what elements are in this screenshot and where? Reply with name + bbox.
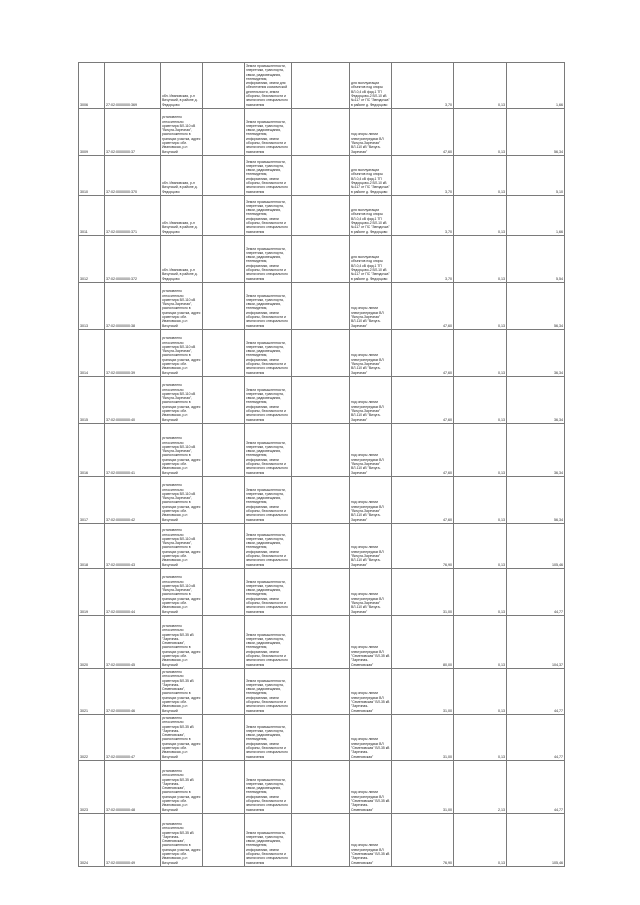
cost-value: 0,13: [454, 195, 507, 235]
rate-value: 36,34: [507, 423, 565, 476]
blank-cell: [292, 108, 350, 155]
permitted-use: под опоры линии электропередачи ВЛ "Вичуга-Заречная" ВЛ-110 кВ "Вичуга-Заречная": [350, 423, 392, 476]
area-value: 47,60: [392, 108, 454, 155]
location-text: установлено относительно ориентира ВЛ-35 кВ "Заречная-Семеновская", расположенного в границах участка, адрес ориентира: обл. Ивановская, р-н Вичугский: [161, 813, 203, 866]
blank-cell: [203, 376, 245, 423]
area-value: 31,00: [392, 760, 454, 813]
location-text: установлено относительно ориентира ВЛ-110 кВ "Вичуга-Заречная", расположенного в границах участка, адрес ориентира: обл. Ивановская, р-н Вичугский: [161, 568, 203, 615]
blank-cell: [292, 423, 350, 476]
table-row: [79, 155, 565, 195]
row-number: 3019: [79, 568, 105, 615]
cost-value: 0,13: [454, 282, 507, 329]
blank-cell: [203, 282, 245, 329]
row-number: 3013: [79, 282, 105, 329]
table-row: [79, 476, 565, 523]
blank-cell: [203, 63, 245, 109]
rate-value: 44,77: [507, 668, 565, 714]
location-text: установлено относительно ориентира ВЛ-110 кВ "Вичуга-Заречная", расположенного в границах участка, адрес ориентира: обл. Ивановская, р-н Вичугский: [161, 476, 203, 523]
cadastral-number: 37:02:0000000:48: [105, 760, 161, 813]
permitted-use: для эксплуатации объектов под опоры ВЛ-0,4 кВ фид.1 ТП Федорцово-2 ВЛ-10 кВ №117 от ПС "Звездочка" в районе д. Федорцово: [350, 235, 392, 282]
blank-cell: [203, 155, 245, 195]
blank-cell: [203, 568, 245, 615]
rate-value: 105,46: [507, 813, 565, 866]
cost-value: 0,13: [454, 108, 507, 155]
permitted-use: под опоры линии электропередачи ВЛ "Вичуга-Заречная" ВЛ-110 кВ "Вичуга-Заречная": [350, 376, 392, 423]
area-value: 47,60: [392, 376, 454, 423]
land-category: Земли промышленности, энергетики, транспорта, связи, радиовещания, телевидения, информатики, земли обороны, безопасности и земли иного специального назначения: [245, 155, 292, 195]
cadastral-number: 27:02:0000000:369: [105, 63, 161, 109]
table-row: [79, 423, 565, 476]
land-category: Земли промышленности, энергетики, транспорта, связи, радиовещания, телевидения, информатики, земли обороны, безопасности и земли иного специального назначения: [245, 568, 292, 615]
rate-value: 104,37: [507, 615, 565, 668]
table-row: [79, 568, 565, 615]
blank-cell: [203, 329, 245, 376]
table-row: [79, 615, 565, 668]
location-text: установлено относительно ориентира ВЛ-110 кВ "Вичуга-Заречная", расположенного в границах участка, адрес ориентира: обл. Ивановская, р-н Вичугский: [161, 523, 203, 568]
cost-value: 0,13: [454, 476, 507, 523]
area-value: 3,70: [392, 235, 454, 282]
blank-cell: [292, 376, 350, 423]
rate-value: 36,34: [507, 329, 565, 376]
cost-value: 0,13: [454, 376, 507, 423]
document-page: [78, 62, 564, 867]
permitted-use: для эксплуатации объектов под опоры ВЛ-0,4 кВ фид.1 ТП Федорцово-2 ВЛ-10 кВ №117 от ПС "Звездочка" в районе д. Федорцово: [350, 155, 392, 195]
cadastral-number: 37:02:0000000:37: [105, 108, 161, 155]
blank-cell: [203, 423, 245, 476]
area-value: 47,60: [392, 329, 454, 376]
area-value: 31,00: [392, 668, 454, 714]
cost-value: 0,13: [454, 235, 507, 282]
blank-cell: [203, 523, 245, 568]
table-row: [79, 760, 565, 813]
permitted-use: под опоры линии электропередачи ВЛ "Вичуга-Заречная" ВЛ-110 кВ "Вичуга-Заречная": [350, 568, 392, 615]
blank-cell: [203, 668, 245, 714]
cadastral-number: 37:02:0000000:41: [105, 423, 161, 476]
rate-value: 44,77: [507, 714, 565, 760]
area-value: 80,00: [392, 615, 454, 668]
rate-value: 5,54: [507, 235, 565, 282]
area-value: 3,70: [392, 63, 454, 109]
cadastral-number: 37:02:0000000:49: [105, 813, 161, 866]
table-row: [79, 668, 565, 714]
cadastral-number: 37:02:0000000:38: [105, 282, 161, 329]
blank-cell: [292, 523, 350, 568]
row-number: 3017: [79, 476, 105, 523]
row-number: 3010: [79, 155, 105, 195]
permitted-use: под опоры линии электропередачи ВЛ "Семеновская" ВЛ-35 кВ "Заречная-Семеновская": [350, 813, 392, 866]
cost-value: 0,13: [454, 615, 507, 668]
location-text: обл. Ивановская, р-н Вичугский, в районе д. Федорцово: [161, 63, 203, 109]
area-value: 3,70: [392, 155, 454, 195]
table-row: [79, 63, 565, 109]
land-category: Земли промышленности, энергетики, транспорта, связи, радиовещания, телевидения, информатики, земли для обеспечения космической деятельности, земли обороны, безопасности и земли иного специального назначения: [245, 63, 292, 109]
area-value: 47,60: [392, 282, 454, 329]
cadastral-number: 37:02:0000000:45: [105, 615, 161, 668]
area-value: 3,70: [392, 195, 454, 235]
blank-cell: [292, 195, 350, 235]
cadastral-number: 37:02:0000000:44: [105, 568, 161, 615]
row-number: 3024: [79, 813, 105, 866]
land-category: Земли промышленности, энергетики, транспорта, связи, радиовещания, телевидения, информатики, земли обороны, безопасности и земли иного специального назначения: [245, 668, 292, 714]
row-number: 3015: [79, 376, 105, 423]
row-number: 3020: [79, 615, 105, 668]
location-text: установлено относительно ориентира ВЛ-35 кВ "Заречная-Семеновская", расположенного в границах участка, адрес ориентира: обл. Ивановская, р-н Вичугский: [161, 615, 203, 668]
permitted-use: под опоры линии электропередачи ВЛ "Семеновская" ВЛ-35 кВ "Заречная-Семеновская": [350, 615, 392, 668]
location-text: установлено относительно ориентира ВЛ-110 кВ "Вичуга-Заречная", расположенного в границах участка, адрес ориентира: обл. Ивановская, р-н Вичугский: [161, 376, 203, 423]
land-category: Земли промышленности, энергетики, транспорта, связи, радиовещания, телевидения, информатики, земли обороны, безопасности и земли иного специального назначения: [245, 476, 292, 523]
land-category: Земли промышленности, энергетики, транспорта, связи, радиовещания, телевидения, информатики, земли обороны, безопасности и земли иного специального назначения: [245, 235, 292, 282]
location-text: обл. Ивановская, р-н Вичугский, в районе д. Федорцово: [161, 195, 203, 235]
row-number: 3012: [79, 235, 105, 282]
row-number: 3023: [79, 760, 105, 813]
blank-cell: [292, 668, 350, 714]
blank-cell: [203, 615, 245, 668]
row-number: 3009: [79, 108, 105, 155]
permitted-use: под опоры линии электропередачи ВЛ "Семеновская" ВЛ-35 кВ "Заречная-Семеновская": [350, 714, 392, 760]
land-category: Земли промышленности, энергетики, транспорта, связи, радиовещания, телевидения, информатики, земли обороны, безопасности и земли иного специального назначения: [245, 615, 292, 668]
blank-cell: [203, 235, 245, 282]
blank-cell: [292, 476, 350, 523]
cadastral-number: 37:02:0000000:42: [105, 476, 161, 523]
cadastral-number: 37:02:0000000:47: [105, 714, 161, 760]
rate-value: 5,10: [507, 155, 565, 195]
rate-value: 44,77: [507, 568, 565, 615]
permitted-use: под опоры линии электропередачи ВЛ "Семеновская" ВЛ-35 кВ "Заречная-Семеновская": [350, 760, 392, 813]
table-row: [79, 235, 565, 282]
land-category: Земли промышленности, энергетики, транспорта, связи, радиовещания, телевидения, информатики, земли обороны, безопасности и земли иного специального назначения: [245, 523, 292, 568]
land-category: Земли промышленности, энергетики, транспорта, связи, радиовещания, телевидения, информатики, земли обороны, безопасности и земли иного специального назначения: [245, 108, 292, 155]
blank-cell: [203, 714, 245, 760]
land-category: Земли промышленности, энергетики, транспорта, связи, радиовещания, телевидения, информатики, земли обороны, безопасности и земли иного специального назначения: [245, 195, 292, 235]
rate-value: 105,46: [507, 523, 565, 568]
location-text: установлено относительно ориентира ВЛ-110 кВ "Вичуга-Заречная", расположенного в границах участка, адрес ориентира: обл. Ивановская, р-н Вичугский: [161, 329, 203, 376]
table-row: [79, 108, 565, 155]
rate-value: 56,34: [507, 282, 565, 329]
rate-value: 56,34: [507, 476, 565, 523]
blank-cell: [292, 155, 350, 195]
cost-value: 0,13: [454, 568, 507, 615]
blank-cell: [292, 282, 350, 329]
table-row: [79, 376, 565, 423]
blank-cell: [292, 813, 350, 866]
row-number: 3018: [79, 523, 105, 568]
blank-cell: [203, 108, 245, 155]
location-text: установлено относительно ориентира ВЛ-35 кВ "Заречная-Семеновская", расположенного в границах участка, адрес ориентира: обл. Ивановская, р-н Вичугский: [162, 669, 201, 713]
cost-value: 0,13: [454, 423, 507, 476]
rate-value: 1,66: [507, 195, 565, 235]
location-text: установлено относительно ориентира ВЛ-110 кВ "Вичуга-Заречная", расположенного в границах участка, адрес ориентира: обл. Ивановская, р-н Вичугский: [161, 423, 203, 476]
permitted-use: под опоры линии электропередачи ВЛ "Вичуга-Заречная" ВЛ-110 кВ "Вичуга-Заречная": [350, 108, 392, 155]
blank-cell: [203, 476, 245, 523]
land-category: Земли промышленности, энергетики, транспорта, связи, радиовещания, телевидения, информатики, земли обороны, безопасности и земли иного специального назначения: [245, 714, 292, 760]
permitted-use: для эксплуатации объектов под опоры ВЛ-0,4 кВ фид.1 ТП Федорцово-2 ВЛ-10 кВ №117 от ПС "Звездочка" в районе д. Федорцово: [350, 63, 392, 109]
cadastral-number: 37:02:0000000:371: [105, 195, 161, 235]
cadastral-number: 37:02:0000000:43: [105, 523, 161, 568]
row-number: 3016: [79, 423, 105, 476]
cost-value: 2,13: [454, 760, 507, 813]
location-text: установлено относительно ориентира ВЛ-110 кВ "Вичуга-Заречная", расположенного в границах участка, адрес ориентира: обл. Ивановская, р-н Вичугский: [161, 282, 203, 329]
rate-value: 1,66: [507, 63, 565, 109]
area-value: 76,90: [392, 813, 454, 866]
area-value: 47,60: [392, 476, 454, 523]
cadastral-number: 37:02:0000000:370: [105, 155, 161, 195]
cost-value: 0,13: [454, 155, 507, 195]
row-number: 3022: [79, 714, 105, 760]
blank-cell: [292, 615, 350, 668]
cost-value: 0,13: [454, 523, 507, 568]
row-number: 3006: [79, 63, 105, 109]
table-row: [79, 329, 565, 376]
permitted-use: под опоры линии электропередачи ВЛ "Вичуга-Заречная" ВЛ-110 кВ "Вичуга-Заречная": [350, 476, 392, 523]
permitted-use: под опоры линии электропередачи ВЛ "Вичуга-Заречная" ВЛ-110 кВ "Вичуга-Заречная": [350, 282, 392, 329]
land-category: Земли промышленности, энергетики, транспорта, связи, радиовещания, телевидения, информатики, земли обороны, безопасности и земли иного специального назначения: [245, 376, 292, 423]
rate-value: 56,34: [507, 108, 565, 155]
land-category: Земли промышленности, энергетики, транспорта, связи, радиовещания, телевидения, информатики, земли обороны, безопасности и земли иного специального назначения: [245, 760, 292, 813]
blank-cell: [292, 63, 350, 109]
location-text: установлено относительно ориентира ВЛ-35 кВ "Заречная-Семеновская", расположенного в границах участка, адрес ориентира: обл. Ивановская, р-н Вичугский: [162, 715, 201, 759]
cost-value: 0,13: [454, 813, 507, 866]
permitted-use: под опоры линии электропередачи ВЛ "Семеновская" ВЛ-35 кВ "Заречная-Семеновская": [350, 668, 392, 714]
land-parcel-table: [78, 62, 565, 867]
location-text: установлено относительно ориентира ВЛ-35 кВ "Заречная-Семеновская", расположенного в границах участка, адрес ориентира: обл. Ивановская, р-н Вичугский: [161, 760, 203, 813]
area-value: 47,60: [392, 423, 454, 476]
land-category: Земли промышленности, энергетики, транспорта, связи, радиовещания, телевидения, информатики, земли обороны, безопасности и земли иного специального назначения: [245, 813, 292, 866]
table-row: [79, 282, 565, 329]
permitted-use: для эксплуатации объектов под опоры ВЛ-0,4 кВ фид.1 ТП Федорцово-2 ВЛ-10 кВ №117 от ПС "Звездочка" в районе д. Федорцово: [350, 195, 392, 235]
blank-cell: [203, 760, 245, 813]
area-value: 31,00: [392, 714, 454, 760]
cost-value: 0,13: [454, 714, 507, 760]
row-number: 3011: [79, 195, 105, 235]
land-category: Земли промышленности, энергетики, транспорта, связи, радиовещания, телевидения, информатики, земли обороны, безопасности и земли иного специального назначения: [245, 423, 292, 476]
table-row: [79, 714, 565, 760]
permitted-use: под опоры линии электропередачи ВЛ "Вичуга-Заречная" ВЛ-110 кВ "Вичуга-Заречная": [350, 523, 392, 568]
location-text: установлено относительно ориентира ВЛ-110 кВ "Вичуга-Заречная", расположенного в границах участка, адрес ориентира: обл. Ивановская, р-н Вичугский: [161, 108, 203, 155]
blank-cell: [292, 760, 350, 813]
cadastral-number: 37:02:0000000:372: [105, 235, 161, 282]
blank-cell: [203, 195, 245, 235]
cadastral-number: 37:02:0000000:46: [105, 668, 161, 714]
blank-cell: [292, 329, 350, 376]
table-row: [79, 195, 565, 235]
blank-cell: [292, 568, 350, 615]
land-category: Земли промышленности, энергетики, транспорта, связи, радиовещания, телевидения, информатики, земли обороны, безопасности и земли иного специального назначения: [245, 329, 292, 376]
cost-value: 0,13: [454, 668, 507, 714]
blank-cell: [203, 813, 245, 866]
blank-cell: [292, 235, 350, 282]
land-category: Земли промышленности, энергетики, транспорта, связи, радиовещания, телевидения, информатики, земли обороны, безопасности и земли иного специального назначения: [245, 282, 292, 329]
location-text: обл. Ивановская, р-н Вичугский, в районе д. Федорцово: [161, 155, 203, 195]
location-text: обл. Ивановская, р-н Вичугский, в районе д. Федорцово: [161, 235, 203, 282]
rate-value: 44,77: [507, 760, 565, 813]
table-row: [79, 813, 565, 866]
cadastral-number: 37:02:0000000:40: [105, 376, 161, 423]
table-row: [79, 523, 565, 568]
row-number: 3014: [79, 329, 105, 376]
cadastral-number: 37:02:0000000:39: [105, 329, 161, 376]
area-value: 76,90: [392, 523, 454, 568]
cost-value: 0,13: [454, 329, 507, 376]
rate-value: 36,34: [507, 376, 565, 423]
cost-value: 0,13: [454, 63, 507, 109]
permitted-use: под опоры линии электропередачи ВЛ "Вичуга-Заречная" ВЛ-110 кВ "Вичуга-Заречная": [350, 329, 392, 376]
area-value: 31,00: [392, 568, 454, 615]
row-number: 3021: [79, 668, 105, 714]
blank-cell: [292, 714, 350, 760]
